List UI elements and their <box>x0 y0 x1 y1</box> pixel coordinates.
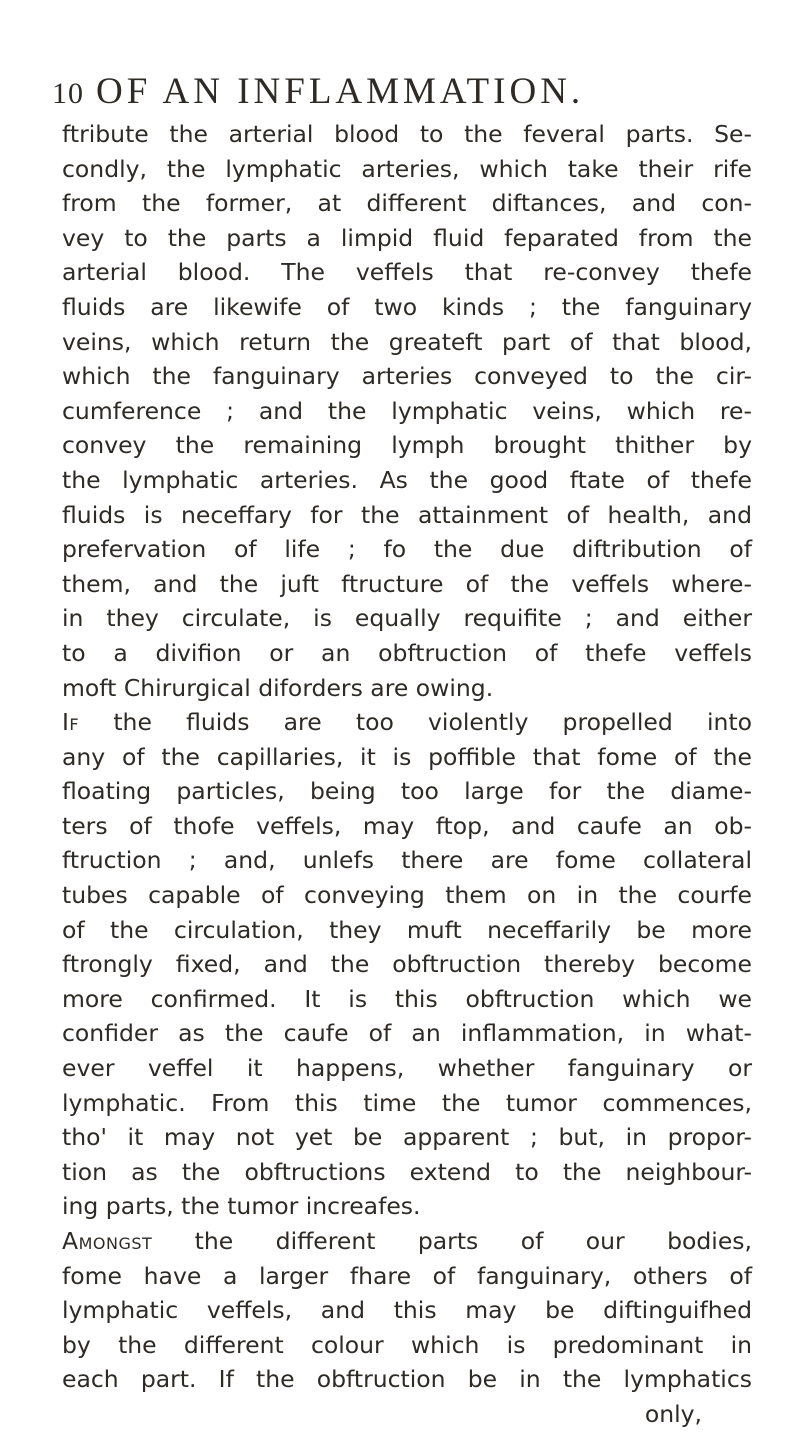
text-line: convey the remaining lymph brought thither by <box>62 431 752 460</box>
text-line: ever veffel it happens, whether fanguinary or <box>62 1054 752 1083</box>
text-line: floating particles, being too large for the diame- <box>62 777 752 806</box>
text-line: each part. If the obftruction be in the lymphatics <box>62 1365 752 1394</box>
text-line: in they circulate, is equally requifite ; and either <box>62 604 752 633</box>
text-fragment: the different parts of our bodies, <box>152 1227 752 1255</box>
text-line: of the circulation, they muft neceffarily be more <box>62 915 752 944</box>
text-line: them, and the juft ftructure of the veffels where- <box>62 569 752 598</box>
text-line: moft Chirurgical diforders are owing. <box>62 673 494 702</box>
body-text <box>62 117 752 1432</box>
text-line: fluids is neceffary for the attainment of health, and <box>62 500 752 529</box>
text-line: veins, which return the greateft part of that blood, <box>62 327 752 356</box>
text-line: more confirmed. It is this obftruction which we <box>62 984 752 1013</box>
text-line: from the former, at different diftances, and con- <box>62 189 752 218</box>
text-line: which the fanguinary arteries conveyed to the cir- <box>62 362 752 391</box>
text-line: tubes capable of conveying them on in the courfe <box>62 881 752 910</box>
page-number: 10 <box>52 77 84 110</box>
paragraph-lead-word: Amongst <box>62 1227 153 1255</box>
text-line: by the different colour which is predominant in <box>62 1330 752 1359</box>
text-line: ftrongly fixed, and the obftruction thereby become <box>62 950 752 979</box>
page-title: OF AN INFLAMMATION. <box>96 71 585 112</box>
text-line: prefervation of life ; fo the due diftribution of <box>62 535 752 564</box>
paragraph-start <box>62 1224 752 1259</box>
text-fragment: the fluids are too violently propelled into <box>79 708 752 737</box>
text-line: the lymphatic arteries. As the good ftate of thefe <box>62 465 752 494</box>
text-line: any of the capillaries, it is poffible that fome of the <box>62 742 752 771</box>
running-header <box>52 70 584 116</box>
text-line: cumference ; and the lymphatic veins, which re- <box>62 396 752 425</box>
text-line: condly, the lymphatic arteries, which take their rife <box>62 154 752 183</box>
text-line: tho' it may not yet be apparent ; but, in propor- <box>62 1123 752 1152</box>
text-line: ters of thofe veffels, may ftop, and caufe an ob- <box>62 811 752 840</box>
catchword: only, <box>644 1399 702 1428</box>
text-line: tion as the obftructions extend to the neighbour- <box>62 1157 752 1186</box>
text-line: confider as the caufe of an inflammation, in what- <box>62 1019 752 1048</box>
text-line: to a divifion or an obftruction of thefe veffels <box>62 638 752 667</box>
text-line: fluids are likewife of two kinds ; the fanguinary <box>62 292 752 321</box>
text-line: ftruction ; and, unlefs there are fome collateral <box>62 846 752 875</box>
text-line: lymphatic. From this time the tumor commences, <box>62 1088 752 1117</box>
paragraph-start <box>62 705 752 740</box>
text-line: ftribute the arterial blood to the feveral parts. Se- <box>62 120 752 148</box>
text-line: arterial blood. The veffels that re-convey thefe <box>62 258 752 287</box>
text-line: ing parts, the tumor increafes. <box>62 1192 421 1221</box>
text-line: lymphatic veffels, and this may be diftinguifhed <box>62 1296 752 1325</box>
text-line: vey to the parts a limpid fluid feparated from the <box>62 223 752 252</box>
text-line: fome have a larger fhare of fanguinary, others of <box>62 1261 752 1290</box>
paragraph-lead-word: If <box>62 708 80 737</box>
